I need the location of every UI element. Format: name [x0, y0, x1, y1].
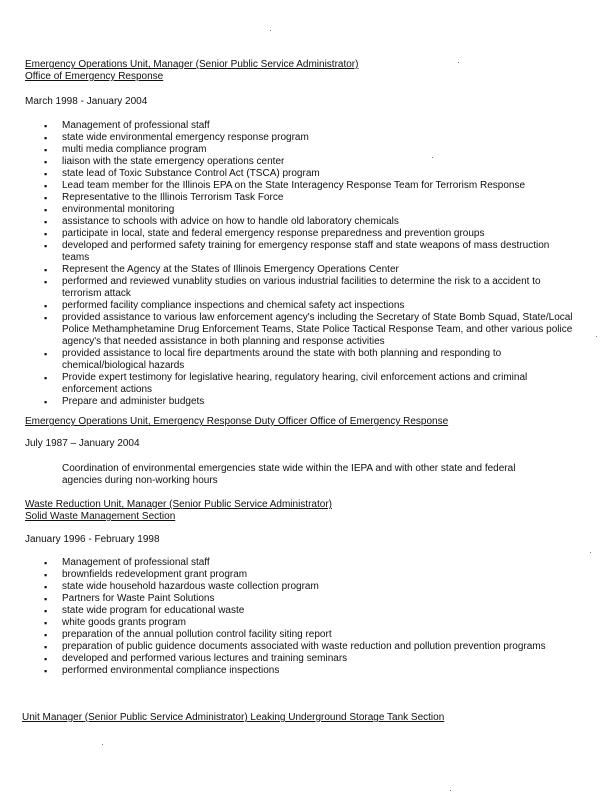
list-item: ▪ participate in local, state and federal emergency response preparedness and prevention groups — [44, 228, 574, 240]
list-item: ▪ performed and reviewed vunablity studies on various industrial facilities to determine the risk to a accident to terrorism attack — [44, 276, 574, 300]
section2-dates: July 1987 – January 2004 — [25, 438, 140, 449]
list-item: ▪ state lead of Toxic Substance Control Act (TSCA) program — [44, 168, 574, 180]
list-item: ▪ preparation of public guidence documents associated with waste reduction and pollution prevention programs — [44, 641, 574, 653]
list-item: ▪ Partners for Waste Paint Solutions — [44, 593, 574, 605]
section1-title: Emergency Operations Unit, Manager (Senior Public Service Administrator) — [25, 59, 359, 70]
list-item: ▪ performed environmental compliance inspections — [44, 665, 574, 677]
list-item: ▪ Represent the Agency at the States of Illinois Emergency Operations Center — [44, 264, 574, 276]
list-item: ▪ provided assistance to various law enforcement agency's including the Secretary of State Bomb Squad, State/Local Police Methamphetamine Drug Enforcement Teams, State Police Tactical Response Team, and other various police agency's that needed assistance in both planning and response activities — [44, 312, 574, 348]
list-item: ▪ Management of professional staff — [44, 557, 574, 569]
list-item: ▪ developed and performed various lectures and training seminars — [44, 653, 574, 665]
section2-title: Emergency Operations Unit, Emergency Response Duty Officer Office of Emergency Response — [25, 416, 449, 427]
list-item: ▪ Management of professional staff — [44, 120, 574, 132]
scan-speck — [596, 336, 597, 337]
list-item: ▪ Lead team member for the Illinois EPA on the State Interagency Response Team for Terrorism Response — [44, 180, 574, 192]
list-item: ▪ performed facility compliance inspections and chemical safety act inspections — [44, 300, 574, 312]
section3-bullet-list — [44, 557, 574, 677]
list-item: ▪ state wide household hazardous waste collection program — [44, 581, 574, 593]
list-item: ▪ preparation of the annual pollution control facility siting report — [44, 629, 574, 641]
section2-heading — [25, 416, 585, 428]
list-item: ▪ Provide expert testimony for legislative hearing, regulatory hearing, civil enforcement actions and criminal enforcement actions — [44, 372, 574, 396]
list-item: ▪ state wide program for educational waste — [44, 605, 574, 617]
list-item: ▪ liaison with the state emergency operations center — [44, 156, 574, 168]
list-item: ▪ state wide environmental emergency response program — [44, 132, 574, 144]
list-item: ▪ provided assistance to local fire departments around the state with both planning and responding to chemical/biological hazards — [44, 348, 574, 372]
section1-bullet-list — [44, 120, 574, 408]
list-item: ▪ Representative to the Illinois Terrorism Task Force — [44, 192, 574, 204]
list-item: ▪ environmental monitoring — [44, 204, 574, 216]
section4-title: Unit Manager (Senior Public Service Administrator) Leaking Underground Storage Tank Section — [22, 712, 445, 723]
list-item: ▪ developed and performed safety training for emergency response staff and state weapons of mass destruction teams — [44, 240, 574, 264]
section3-dates: January 1996 - February 1998 — [25, 534, 160, 545]
list-item: ▪ white goods grants program — [44, 617, 574, 629]
section3-section: Solid Waste Management Section — [25, 511, 176, 522]
section2-description: Coordination of environmental emergencies state wide within the IEPA and with other state and federal agencies during non-working hours — [62, 463, 516, 486]
section1-heading — [25, 59, 585, 83]
section1-dates: March 1998 - January 2004 — [25, 96, 148, 107]
scan-speck — [270, 30, 271, 31]
section4-heading — [22, 712, 582, 724]
list-item: ▪ assistance to schools with advice on how to handle old laboratory chemicals — [44, 216, 574, 228]
scan-speck — [590, 552, 591, 553]
scan-speck — [102, 744, 103, 745]
section3-title: Waste Reduction Unit, Manager (Senior Public Service Administrator) — [25, 499, 332, 510]
scan-speck — [432, 157, 433, 158]
scan-speck — [450, 790, 451, 791]
section3-heading — [25, 499, 585, 523]
scan-speck — [458, 62, 459, 63]
list-item: ▪ Prepare and administer budgets — [44, 396, 574, 408]
list-item: ▪ multi media compliance program — [44, 144, 574, 156]
list-item: ▪ brownfields redevelopment grant program — [44, 569, 574, 581]
section1-office: Office of Emergency Response — [25, 71, 164, 82]
